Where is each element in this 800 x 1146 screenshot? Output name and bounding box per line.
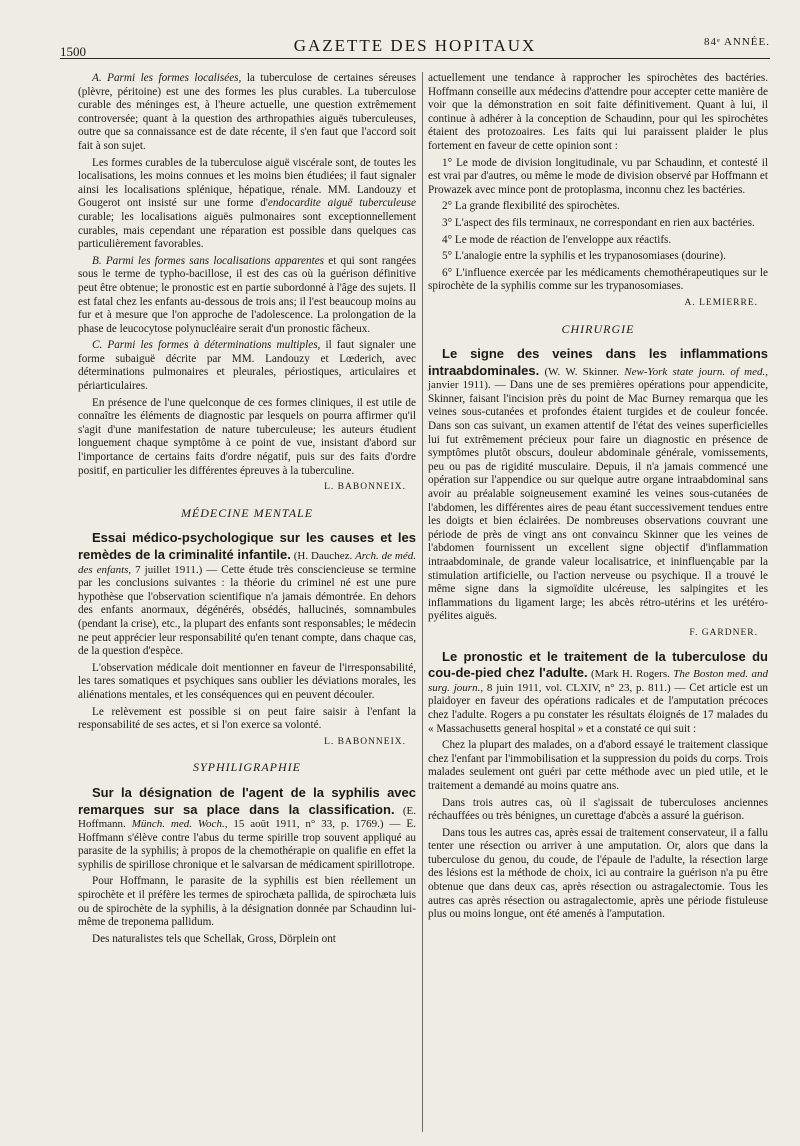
article: Sur la désignation de l'agent de la syphilis avec remarques sur sa place dans la classification. (E. Hoffmann. Münch. med. Woch., 15 août 1911, n° 33, p. 1769.) — E. Hoffmann s'élève contre l'abus du terme spirille trop souvent appliqué au parasite de la syphilis; à propos de la chemothérapie on qualifie en effet la syphilis de spirillose chronique et le salvarsan de médicament spirillotrope. <box>78 784 416 871</box>
paragraph: Dans tous les autres cas, après essai de traitement conservateur, il a fallu tenter une résection ou arriver à une amputation. Or, alors que dans la tuberculose du genou, du coude, de l'épaule de l'adulte, la résection large des lésions est la méthode de choix, ici au contraire la guérison n'a pu être obtenue que dans deux cas, après résection ou astragalectomie. Tous les autres cas après résection ou astragalectomie, après une période fistuleuse plus ou moins longue, ont été amenés à l'amputation. <box>428 826 768 921</box>
list-item: 3° L'aspect des fils terminaux, ne correspondant en rien aux bactéries. <box>442 216 755 229</box>
article-title: Le pronostic et le traitement de la tuberculose du cou-de-pied chez l'adulte. <box>428 648 768 681</box>
article-title: Sur la désignation de l'agent de la syphilis avec remarques sur sa place dans la classification. <box>78 784 416 817</box>
paragraph: Pour Hoffmann, le parasite de la syphilis est bien réellement un spirochète et il préfère les termes de spirochæta pallida, de spirochæta luis ou de spirochète de la syphilis, à la désignation donnée par Schaudinn lui-même de treponema pallidum. <box>78 875 416 929</box>
section-heading: SYPHILIGRAPHIE <box>193 760 301 775</box>
author-signature: L. BABONNEIX. <box>324 736 406 747</box>
volume-year: 84ᵉ ANNÉE. <box>704 36 770 48</box>
section-heading: MÉDECINE MENTALE <box>180 505 314 520</box>
paragraph: Chez la plupart des malades, on a d'abord essayé le traitement classique chez l'enfant par l'immobilisation et la suppression du poids du corps. Trois malades seulement ont guéri par cette méthode avec un pied utile, et le traitement a demandé au moins quatre ans. <box>428 739 768 792</box>
paragraph: A. Parmi les formes localisées, la tuberculose de certaines séreuses (plèvre, péritoine) est une des formes les plus curables. La tuberculose curable des méninges est, à l'heure actuelle, une question extrêmement controversée; quant à la question des arthropathies aiguës tuberculeuses, outre que sa connaissance est de date récente, il s'en faut que l'accord soit fait à son sujet. <box>78 72 416 152</box>
paragraph: En présence de l'une quelconque de ces formes cliniques, il est utile de connaître les éléments de diagnostic par lesquels on pourra affirmer qu'il s'agit d'une manifestation de nature tuberculeuse; les auteurs étudient longuement chaque symptôme à ce point de vue, insistant d'abord sur l'importance de certains faits d'ordre négatif, puis sur des faits d'ordre positif, en particulier les différentes épreuves à la tuberculine. <box>78 396 416 477</box>
left-column <box>78 72 416 949</box>
list-item: 1° Le mode de division longitudinale, vu par Schaudinn, et contesté il est vrai par d'autres, ou même le mode de division observé par Hoffmann et Prowazek avec mince pont de protoplasma, inconnu chez les bactéries. <box>428 156 768 196</box>
journal-title: GAZETTE DES HOPITAUX <box>293 36 537 55</box>
author-signature: L. BABONNEIX. <box>324 482 406 493</box>
article-title: Le signe des veines dans les inflammations intraabdominales. <box>428 346 768 378</box>
section-heading: CHIRURGIE <box>561 321 635 336</box>
paragraph: L'observation médicale doit mentionner en faveur de l'irresponsabilité, les tares somatiques et psychiques sans oublier les déviations morales, les aliénations mentales, et les conséquences qui en peuvent découler. <box>78 661 416 701</box>
list-item: 5° L'analogie entre la syphilis et les trypanosomiases (dourine). <box>442 250 726 263</box>
paragraph: Le relèvement est possible si on peut faire saisir à l'enfant la responsabilité de ses actes, et si l'on exerce sa volonté. <box>78 705 416 732</box>
article: Le signe des veines dans les inflammations intraabdominales. (W. W. Skinner. New-York state journ. of med., janvier 1911). — Dans une de ses premières opérations pour appendicite, Skinner, faisant l'incision près du point de Mac Burney remarqua que les veines sous-cutanées et profondes étaient turgides et de couleur foncée. Dans son cas suivant, un examen attentif de l'état des veines superficielles lui fut extrêmement précieux pour faire un diagnostic en présence de symptômes plutôt obscurs, douleur abdominale générale, vomissements, peu ou pas de rigidité musculaire. Depuis, il n'a jamais commencé une opération sur l'appendice ou sur quelque autre organe intraabdominal sans avoir au préalable soigneusement examiné les veines sous-cutanées de l'abdomen, les différentes aires de peau étant successivement tendues entre les doigts et bien éclairées. De nombreuses observations couvrant une période de près de vingt ans ont convaincu Skinner que les veines de l'abdomen fournissent un excellent signe objectif d'inflammation intraabdominale, de grande valeur localisatrice, et ininfluençable par la stimulation artificielle, ou l'action nerveuse ou psychique. Il a trouvé le même signe dans la sigmoïdite ulcéreuse, les salpingites et les inflammations du ligament large; les abcès rétro-utérins et les urétéro-pyélites aiguës. <box>428 346 769 623</box>
paragraph: Des naturalistes tels que Schellak, Gross, Dörplein ont <box>92 932 336 945</box>
page-number: 1500 <box>60 44 86 59</box>
paragraph: B. Parmi les formes sans localisations apparentes et qui sont rangées sous le terme de typho-bacillose, il est des cas où la guérison définitive peut être obtenue; le pronostic est en partie subordonné à l'âge des sujets. Il est fatal chez les enfants au-dessous de trois ans; il l'est beaucoup moins au fur et à mesure que l'on approche de l'adolescence. La prolongation de la phase de leucocytose polynucléaire serait d'un pronostic fâcheux. <box>78 254 416 335</box>
list-item: 2° La grande flexibilité des spirochètes. <box>442 200 620 213</box>
article-title: Essai médico-psychologique sur les causes et les remèdes de la criminalité infantile. <box>78 530 416 562</box>
paragraph: C. Parmi les formes à déterminations multiples, il faut signaler une forme subaiguë décrite par MM. Landouzy et Lœderich, avec déterminations pulmonaires et pleurales, périostiques, articulaires et périarticulaires. <box>78 339 416 393</box>
right-column <box>428 72 768 925</box>
paragraph: Dans trois autres cas, où il s'agissait de tuberculoses anciennes réchauffées ou très bénignes, un curettage d'abcès a assuré la guérison. <box>428 796 768 823</box>
author-signature: A. LEMIERRE. <box>684 297 758 308</box>
list-item: 4° Le mode de réaction de l'enveloppe aux réactifs. <box>442 233 672 246</box>
column-divider <box>422 72 423 1132</box>
article: Essai médico-psychologique sur les causes et les remèdes de la criminalité infantile. (H. Dauchez. Arch. de méd. des enfants, 7 juillet 1911.) — Cette étude très consciencieuse se termine par les conclusions suivantes : la théorie du criminel né est une pure hypothèse que l'observation scientifique n'a jamais démontrée. En dehors des enfants anormaux, dégénérés, obsédés, hallucinés, somnambules (pendant la crise), etc., la plupart des enfants sont responsables; le médecin ne peut apprécier leur responsabilité qu'en tenant compte, dans chaque cas, de la question d'espèce. <box>78 530 416 658</box>
paragraph: actuellement une tendance à rapprocher les spirochètes des bactéries. Hoffmann conseille aux médecins d'attendre pour accepter cette manière de voir que la démonstration en soit faite définitivement. Quant à lui, il continue à adhérer à la conception de Schaudinn, pour qui les spirochètes étaient des protozoaires. Les faits qui lui paraissent plaider le plus fortement en faveur de cette opinion sont : <box>428 72 768 152</box>
page-header <box>60 28 770 59</box>
paragraph: Les formes curables de la tuberculose aiguë viscérale sont, de toutes les localisations, les moins connues et les moins bien étudiées; il faut signaler ainsi les localisations splénique, hépatique, rénale. MM. Landouzy et Gougerot ont insisté sur une forme d'endocardite aiguë tuberculeuse curable; les localisations aiguës pulmonaires sont exceptionnellement curables, mais cependant une réparation est possible dans quelques cas particulièrement favorables. <box>78 156 416 251</box>
list-item: 6° L'influence exercée par les médicaments chemothérapeutiques sur le spirochète de la syphilis comme sur les trypanosomiases. <box>428 266 768 293</box>
author-signature: F. GARDNER. <box>689 627 758 638</box>
article: Le pronostic et le traitement de la tuberculose du cou-de-pied chez l'adulte. (Mark H. Rogers. The Boston med. and surg. journ., 8 juin 1911, vol. CLXIV, n° 23, p. 811.) — Cet article est un plaidoyer en faveur des opérations radicales et de l'amputation précoces chez l'adulte. Rogers a pu constater les résultats éloignés de 17 malades du « Massachusetts general hospital » et a constaté ce qui suit : <box>428 648 768 735</box>
